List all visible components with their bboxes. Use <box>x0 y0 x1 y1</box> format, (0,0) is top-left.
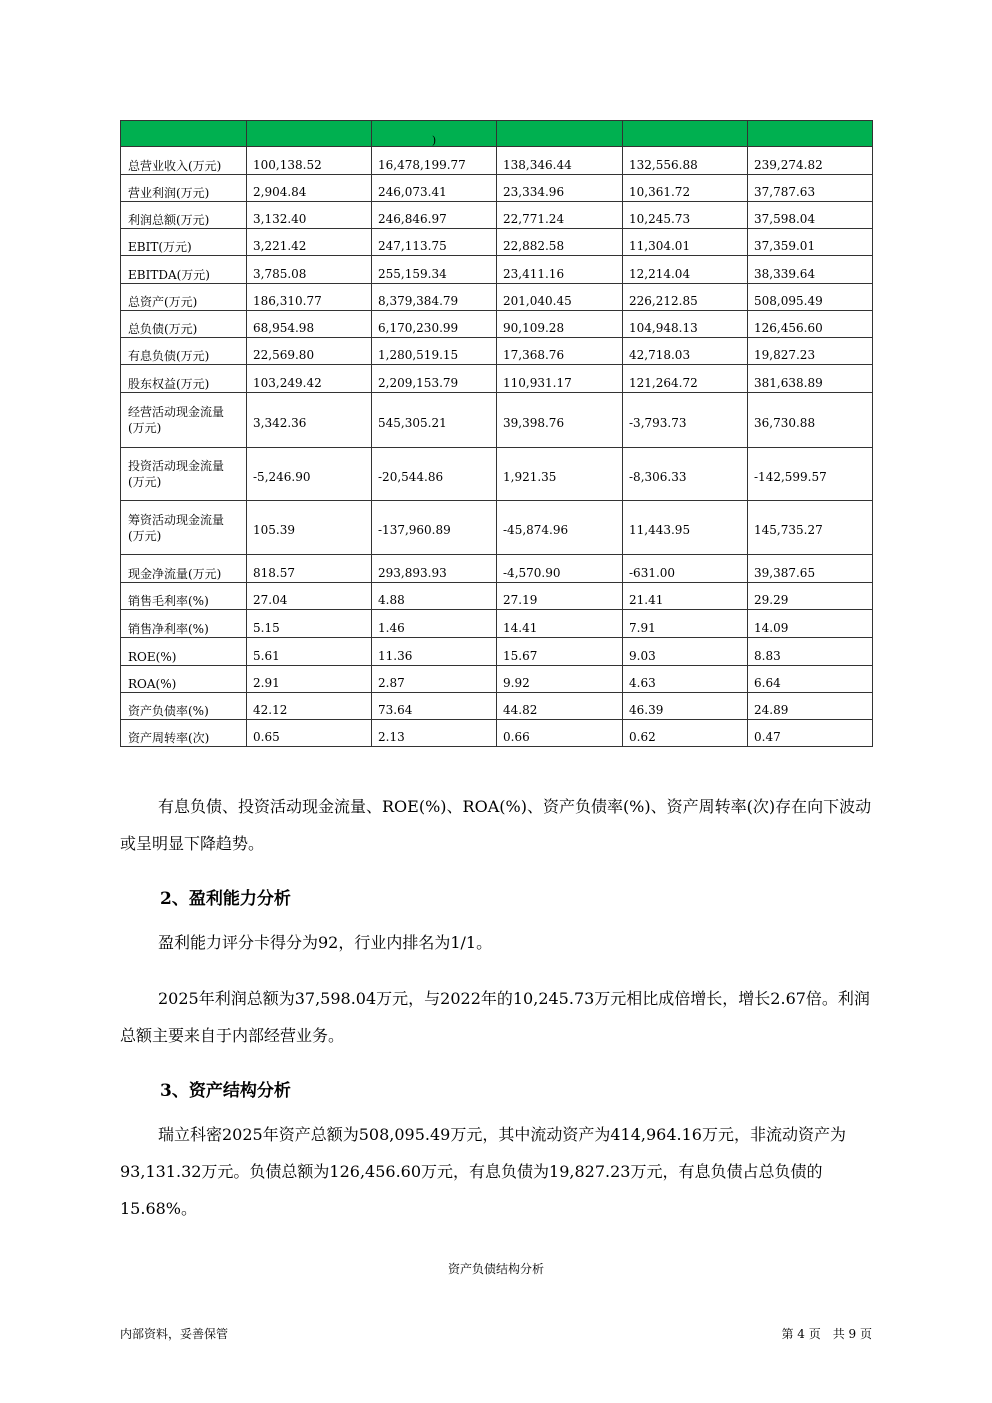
value-cell: 247,113.75 <box>372 229 497 256</box>
table-row <box>121 365 873 393</box>
value-cell: 44.82 <box>497 693 623 720</box>
value-cell: 186,310.77 <box>247 284 372 311</box>
value-cell: 2,209,153.79 <box>372 365 497 393</box>
value-cell: 38,339.64 <box>748 256 873 284</box>
row-label: 经营活动现金流量(万元) <box>121 393 247 448</box>
table-header-row <box>121 121 873 147</box>
value-cell: 0.62 <box>623 720 748 747</box>
header-cell <box>121 121 247 147</box>
value-cell: 1,921.35 <box>497 448 623 501</box>
value-cell: 381,638.89 <box>748 365 873 393</box>
profit-growth-paragraph: 2025年利润总额为37,598.04万元，与2022年的10,245.73万元相比成倍增长，增长2.67倍。利润总额主要来自于内部经营业务。 <box>120 989 870 1045</box>
value-cell: 24.89 <box>748 693 873 720</box>
value-cell: 545,305.21 <box>372 393 497 448</box>
value-cell: 37,598.04 <box>748 202 873 229</box>
header-cell: ) <box>372 121 497 147</box>
profitability-score-paragraph: 盈利能力评分卡得分为92，行业内排名为1/1。 <box>158 933 493 952</box>
value-cell: 121,264.72 <box>623 365 748 393</box>
value-cell: -8,306.33 <box>623 448 748 501</box>
value-cell: 46.39 <box>623 693 748 720</box>
value-cell: 15.67 <box>497 638 623 666</box>
value-cell: 0.66 <box>497 720 623 747</box>
value-cell: 103,249.42 <box>247 365 372 393</box>
chart-caption: 资产负债结构分析 <box>447 1262 544 1276</box>
value-cell: 11.36 <box>372 638 497 666</box>
value-cell: 2.13 <box>372 720 497 747</box>
row-label: 资产负债率(%) <box>121 693 247 720</box>
value-cell: -4,570.90 <box>497 555 623 583</box>
footer-page-number: 第 4 页 共 9 页 <box>781 1327 872 1341</box>
value-cell: 0.47 <box>748 720 873 747</box>
financial-table-body <box>121 121 873 747</box>
table-row <box>121 256 873 284</box>
value-cell: 126,456.60 <box>748 311 873 338</box>
value-cell: 37,787.63 <box>748 175 873 202</box>
value-cell: 9.92 <box>497 666 623 693</box>
row-label: 营业利润(万元) <box>121 175 247 202</box>
value-cell: 23,411.16 <box>497 256 623 284</box>
row-label: EBIT(万元) <box>121 229 247 256</box>
table-row <box>121 393 873 448</box>
value-cell: -137,960.89 <box>372 501 497 555</box>
value-cell: 4.63 <box>623 666 748 693</box>
value-cell: 0.65 <box>247 720 372 747</box>
value-cell: 110,931.17 <box>497 365 623 393</box>
table-row <box>121 555 873 583</box>
value-cell: 246,073.41 <box>372 175 497 202</box>
row-label: ROE(%) <box>121 638 247 666</box>
trend-paragraph: 有息负债、投资活动现金流量、ROE(%)、ROA(%)、资产负债率(%)、资产周转率(次)存在向下波动或呈明显下降趋势。 <box>120 797 872 853</box>
value-cell: 42,718.03 <box>623 338 748 365</box>
value-cell: -631.00 <box>623 555 748 583</box>
value-cell: 100,138.52 <box>247 147 372 175</box>
header-cell <box>748 121 873 147</box>
value-cell: 2,904.84 <box>247 175 372 202</box>
value-cell: 145,735.27 <box>748 501 873 555</box>
value-cell: 19,827.23 <box>748 338 873 365</box>
value-cell: 73.64 <box>372 693 497 720</box>
financial-table <box>120 120 873 747</box>
value-cell: 23,334.96 <box>497 175 623 202</box>
value-cell: 2.91 <box>247 666 372 693</box>
value-cell: 508,095.49 <box>748 284 873 311</box>
value-cell: 68,954.98 <box>247 311 372 338</box>
value-cell: 21.41 <box>623 583 748 610</box>
value-cell: 104,948.13 <box>623 311 748 338</box>
value-cell: 2.87 <box>372 666 497 693</box>
value-cell: 1,280,519.15 <box>372 338 497 365</box>
section-heading-asset-structure: 3、资产结构分析 <box>160 1081 291 1101</box>
value-cell: -3,793.73 <box>623 393 748 448</box>
header-cell <box>247 121 372 147</box>
value-cell: 14.41 <box>497 610 623 638</box>
table-row <box>121 501 873 555</box>
row-label: 筹资活动现金流量(万元) <box>121 501 247 555</box>
row-label: 销售毛利率(%) <box>121 583 247 610</box>
row-label: 资产周转率(次) <box>121 720 247 747</box>
table-row <box>121 448 873 501</box>
value-cell: 5.61 <box>247 638 372 666</box>
row-label: EBITDA(万元) <box>121 256 247 284</box>
row-label: 总资产(万元) <box>121 284 247 311</box>
value-cell: 8,379,384.79 <box>372 284 497 311</box>
row-label: 投资活动现金流量(万元) <box>121 448 247 501</box>
value-cell: 14.09 <box>748 610 873 638</box>
header-cell <box>623 121 748 147</box>
value-cell: 5.15 <box>247 610 372 638</box>
value-cell: 293,893.93 <box>372 555 497 583</box>
value-cell: 17,368.76 <box>497 338 623 365</box>
header-cell <box>497 121 623 147</box>
section-heading-profitability: 2、盈利能力分析 <box>160 889 291 909</box>
value-cell: -142,599.57 <box>748 448 873 501</box>
row-label: 总营业收入(万元) <box>121 147 247 175</box>
footer-left: 内部资料，妥善保管 <box>120 1327 229 1341</box>
value-cell: 16,478,199.77 <box>372 147 497 175</box>
table-row <box>121 229 873 256</box>
value-cell: 22,771.24 <box>497 202 623 229</box>
value-cell: -20,544.86 <box>372 448 497 501</box>
table-row <box>121 638 873 666</box>
table-row <box>121 284 873 311</box>
row-label: 销售净利率(%) <box>121 610 247 638</box>
row-label: 利润总额(万元) <box>121 202 247 229</box>
value-cell: 90,109.28 <box>497 311 623 338</box>
table-row <box>121 338 873 365</box>
value-cell: 1.46 <box>372 610 497 638</box>
value-cell: 226,212.85 <box>623 284 748 311</box>
value-cell: 239,274.82 <box>748 147 873 175</box>
value-cell: -45,874.96 <box>497 501 623 555</box>
value-cell: 8.83 <box>748 638 873 666</box>
row-label: 现金净流量(万元) <box>121 555 247 583</box>
row-label: 总负债(万元) <box>121 311 247 338</box>
table-row <box>121 583 873 610</box>
value-cell: 3,342.36 <box>247 393 372 448</box>
table-row <box>121 311 873 338</box>
table-row <box>121 147 873 175</box>
value-cell: 132,556.88 <box>623 147 748 175</box>
value-cell: 37,359.01 <box>748 229 873 256</box>
table-row <box>121 610 873 638</box>
value-cell: 39,398.76 <box>497 393 623 448</box>
value-cell: 3,221.42 <box>247 229 372 256</box>
value-cell: 11,443.95 <box>623 501 748 555</box>
value-cell: 10,245.73 <box>623 202 748 229</box>
value-cell: 11,304.01 <box>623 229 748 256</box>
value-cell: -5,246.90 <box>247 448 372 501</box>
value-cell: 10,361.72 <box>623 175 748 202</box>
value-cell: 818.57 <box>247 555 372 583</box>
value-cell: 6.64 <box>748 666 873 693</box>
value-cell: 7.91 <box>623 610 748 638</box>
table-row <box>121 720 873 747</box>
value-cell: 27.04 <box>247 583 372 610</box>
table-row <box>121 202 873 229</box>
table-row <box>121 666 873 693</box>
value-cell: 138,346.44 <box>497 147 623 175</box>
table-row <box>121 175 873 202</box>
value-cell: 12,214.04 <box>623 256 748 284</box>
value-cell: 255,159.34 <box>372 256 497 284</box>
asset-structure-paragraph: 瑞立科密2025年资产总额为508,095.49万元，其中流动资产为414,964.16万元，非流动资产为93,131.32万元。负债总额为126,456.60万元，有息负债为19,827.23万元，有息负债占总负债的15.68%。 <box>120 1125 846 1218</box>
row-label: ROA(%) <box>121 666 247 693</box>
value-cell: 4.88 <box>372 583 497 610</box>
row-label: 有息负债(万元) <box>121 338 247 365</box>
value-cell: 9.03 <box>623 638 748 666</box>
value-cell: 246,846.97 <box>372 202 497 229</box>
value-cell: 105.39 <box>247 501 372 555</box>
value-cell: 42.12 <box>247 693 372 720</box>
value-cell: 39,387.65 <box>748 555 873 583</box>
value-cell: 6,170,230.99 <box>372 311 497 338</box>
value-cell: 201,040.45 <box>497 284 623 311</box>
value-cell: 3,785.08 <box>247 256 372 284</box>
value-cell: 3,132.40 <box>247 202 372 229</box>
row-label: 股东权益(万元) <box>121 365 247 393</box>
value-cell: 22,882.58 <box>497 229 623 256</box>
table-row <box>121 693 873 720</box>
value-cell: 22,569.80 <box>247 338 372 365</box>
value-cell: 36,730.88 <box>748 393 873 448</box>
value-cell: 27.19 <box>497 583 623 610</box>
value-cell: 29.29 <box>748 583 873 610</box>
